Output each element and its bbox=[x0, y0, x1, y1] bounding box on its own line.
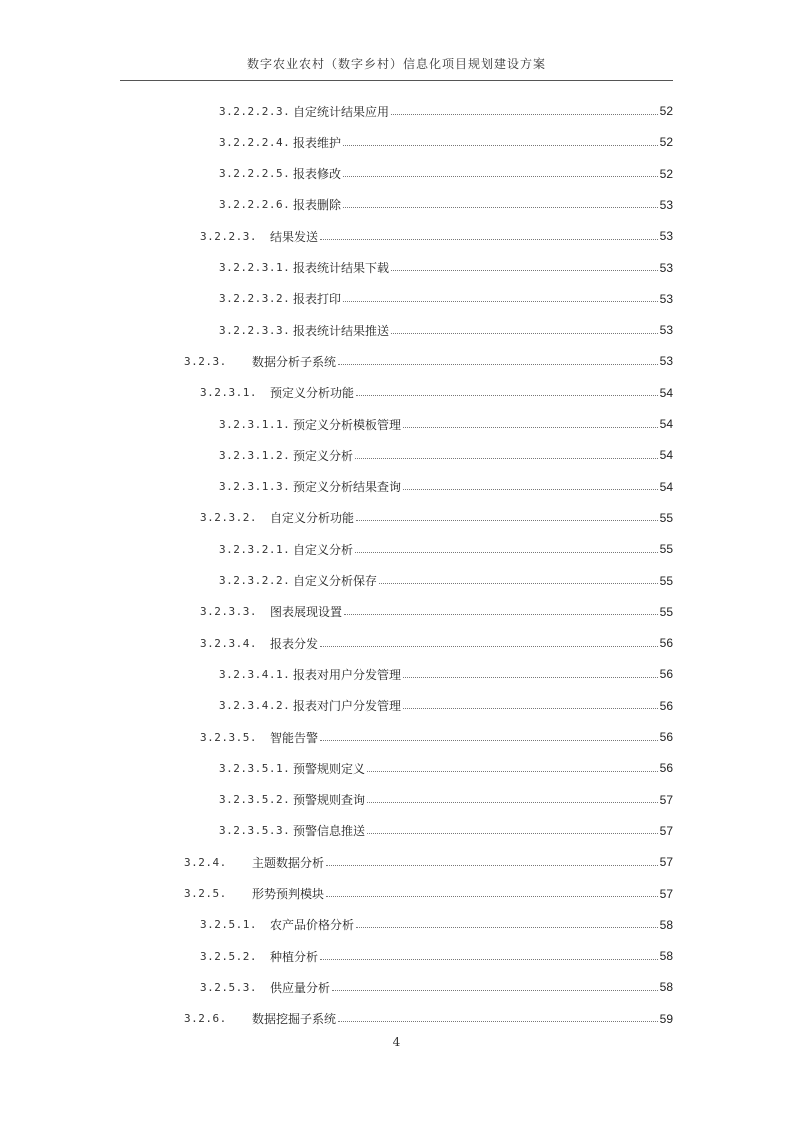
toc-entry[interactable] bbox=[219, 690, 673, 722]
toc-leader-dots bbox=[356, 395, 658, 396]
toc-leader-dots bbox=[326, 896, 658, 897]
toc-leader-dots bbox=[343, 301, 658, 302]
toc-entry[interactable] bbox=[200, 377, 673, 409]
toc-entry-page: 56 bbox=[659, 730, 673, 744]
toc-leader-dots bbox=[403, 677, 658, 678]
toc-entry[interactable] bbox=[200, 721, 673, 753]
toc-entry-title: 数据挖掘子系统 bbox=[252, 1012, 337, 1027]
toc-entry[interactable] bbox=[219, 158, 673, 190]
toc-leader-dots bbox=[326, 865, 658, 866]
toc-entry-number: 3.2.3.1.3. bbox=[219, 480, 291, 494]
toc-entry-page: 57 bbox=[659, 855, 673, 870]
toc-entry-number: 3.2.3.4.1. bbox=[219, 667, 291, 681]
toc-entry-number: 3.2.2.3.3. bbox=[219, 323, 291, 337]
toc-entry-title: 报表打印 bbox=[293, 292, 342, 307]
toc-entry[interactable] bbox=[219, 408, 673, 440]
toc-entry-page: 58 bbox=[659, 949, 673, 964]
toc-entry-page: 54 bbox=[659, 417, 673, 431]
toc-entry[interactable] bbox=[200, 596, 673, 628]
toc-entry-number: 3.2.2.3.2. bbox=[219, 292, 291, 306]
toc-leader-dots bbox=[391, 333, 658, 334]
toc-entry-page: 53 bbox=[659, 197, 673, 212]
toc-entry-title: 图表展现设置 bbox=[270, 605, 343, 620]
toc-entry-page: 52 bbox=[659, 104, 673, 118]
toc-entry-title: 预定义分析结果查询 bbox=[293, 480, 402, 495]
toc-entry[interactable] bbox=[219, 439, 673, 471]
toc-entry[interactable] bbox=[200, 909, 673, 941]
toc-entry-number: 3.2.3.2.2. bbox=[219, 574, 291, 587]
toc-entry-number: 3.2.2.3. bbox=[200, 229, 257, 243]
toc-leader-dots bbox=[332, 990, 658, 991]
toc-entry-title: 主题数据分析 bbox=[252, 855, 325, 870]
toc-entry-number: 3.2.5.3. bbox=[200, 980, 257, 994]
toc-entry-number: 3.2.5.1. bbox=[200, 918, 257, 932]
toc-entry-page: 55 bbox=[659, 542, 673, 557]
toc-entry-title: 报表对用户分发管理 bbox=[293, 667, 402, 682]
toc-entry[interactable] bbox=[219, 565, 673, 597]
toc-entry[interactable] bbox=[200, 971, 673, 1003]
toc-entry-number: 3.2.5. bbox=[184, 887, 227, 900]
toc-entry-title: 报表统计结果下载 bbox=[293, 261, 390, 275]
toc-entry-number: 3.2.3.1.2. bbox=[219, 448, 291, 462]
toc-leader-dots bbox=[320, 239, 658, 240]
toc-leader-dots bbox=[356, 927, 658, 928]
toc-leader-dots bbox=[320, 646, 658, 647]
toc-leader-dots bbox=[403, 427, 658, 428]
toc-entry-number: 3.2.2.2.6. bbox=[219, 198, 291, 212]
toc-leader-dots bbox=[379, 583, 658, 584]
toc-entry-title: 预定义分析 bbox=[293, 448, 354, 463]
toc-entry-title: 报表对门户分发管理 bbox=[293, 699, 402, 714]
toc-entry-number: 3.2.3.3. bbox=[200, 605, 257, 619]
toc-entry-page: 55 bbox=[659, 573, 673, 588]
header-divider bbox=[120, 80, 673, 81]
toc-entry-number: 3.2.2.3.1. bbox=[219, 261, 291, 274]
toc-entry-number: 3.2.3.5.2. bbox=[219, 793, 291, 807]
toc-entry-page: 52 bbox=[659, 166, 673, 181]
toc-entry[interactable] bbox=[184, 1003, 673, 1035]
toc-entry-page: 53 bbox=[659, 229, 673, 244]
toc-entry-page: 53 bbox=[659, 260, 673, 275]
toc-entry-title: 报表维护 bbox=[293, 135, 342, 150]
toc-entry[interactable] bbox=[219, 815, 673, 847]
toc-entry[interactable] bbox=[200, 502, 673, 534]
toc-entry-number: 3.2.3.2.1. bbox=[219, 542, 291, 556]
toc-entry-page: 56 bbox=[659, 636, 673, 651]
toc-entry-page: 58 bbox=[659, 980, 673, 995]
toc-leader-dots bbox=[338, 1021, 658, 1022]
toc-entry-page: 56 bbox=[659, 667, 673, 682]
toc-entry-title: 预警信息推送 bbox=[293, 824, 366, 839]
toc-leader-dots bbox=[367, 771, 658, 772]
toc-entry[interactable] bbox=[200, 940, 673, 972]
toc-entry-page: 55 bbox=[659, 604, 673, 619]
toc-entry-page: 52 bbox=[659, 135, 673, 150]
toc-leader-dots bbox=[355, 552, 658, 553]
toc-leader-dots bbox=[355, 458, 658, 459]
toc-entry-page: 54 bbox=[659, 385, 673, 400]
toc-entry[interactable] bbox=[219, 658, 673, 690]
toc-entry-title: 预警规则定义 bbox=[293, 761, 366, 776]
toc-entry-page: 58 bbox=[659, 917, 673, 932]
toc-entry-title: 自定统计结果应用 bbox=[293, 104, 390, 119]
toc-leader-dots bbox=[403, 489, 658, 490]
toc-entry-number: 3.2.2.2.3. bbox=[219, 104, 291, 118]
toc-entry-number: 3.2.3.5.1. bbox=[219, 761, 291, 775]
toc-entry-title: 智能告警 bbox=[270, 730, 319, 745]
toc-entry-page: 53 bbox=[659, 323, 673, 338]
toc-leader-dots bbox=[338, 364, 658, 365]
toc-leader-dots bbox=[367, 833, 658, 834]
toc-entry-number: 3.2.3.5. bbox=[200, 730, 257, 744]
toc-entry-title: 种植分析 bbox=[270, 949, 319, 964]
toc-entry-title: 报表统计结果推送 bbox=[293, 323, 390, 338]
toc-entry[interactable] bbox=[219, 283, 673, 315]
toc-entry-title: 农产品价格分析 bbox=[270, 918, 355, 933]
toc-entry-page: 54 bbox=[659, 448, 673, 463]
toc-entry-title: 自定义分析功能 bbox=[270, 511, 355, 526]
page-number: 4 bbox=[392, 1035, 401, 1049]
toc-entry-number: 3.2.6. bbox=[184, 1012, 227, 1026]
toc-entry-number: 3.2.3.1. bbox=[200, 386, 257, 400]
toc-entry-title: 结果发送 bbox=[270, 229, 319, 244]
toc-entry-title: 自定义分析保存 bbox=[293, 574, 378, 588]
toc-entry-title: 形势预判模块 bbox=[252, 887, 325, 901]
toc-entry-number: 3.2.3.4.2. bbox=[219, 699, 291, 713]
toc-leader-dots bbox=[343, 207, 658, 208]
toc-entry-page: 57 bbox=[659, 886, 673, 901]
toc-entry-number: 3.2.3.1.1. bbox=[219, 417, 291, 431]
toc-entry[interactable] bbox=[219, 95, 673, 127]
toc-entry[interactable] bbox=[184, 846, 673, 878]
toc-leader-dots bbox=[343, 176, 658, 177]
toc-entry-number: 3.2.3.2. bbox=[200, 511, 257, 525]
toc-entry-page: 56 bbox=[659, 698, 673, 713]
toc-entry[interactable] bbox=[184, 345, 673, 377]
toc-entry-title: 数据分析子系统 bbox=[252, 354, 337, 369]
toc-entry-title: 供应量分析 bbox=[270, 980, 331, 995]
toc-entry-title: 预定义分析模板管理 bbox=[293, 417, 402, 432]
toc-entry[interactable] bbox=[219, 533, 673, 565]
toc-entry[interactable] bbox=[219, 784, 673, 816]
toc-entry-page: 53 bbox=[659, 354, 673, 369]
toc-entry-number: 3.2.3. bbox=[184, 354, 227, 368]
toc-entry-title: 预警规则查询 bbox=[293, 793, 366, 808]
toc-leader-dots bbox=[391, 270, 658, 271]
toc-leader-dots bbox=[403, 708, 658, 709]
toc-entry-number: 3.2.4. bbox=[184, 855, 227, 869]
toc-entry-number: 3.2.3.5.3. bbox=[219, 824, 291, 838]
toc-entry-number: 3.2.2.2.5. bbox=[219, 167, 291, 181]
toc-entry[interactable] bbox=[219, 189, 673, 221]
toc-entry-title: 报表修改 bbox=[293, 167, 342, 182]
toc-entry-title: 预定义分析功能 bbox=[270, 386, 355, 401]
toc-entry[interactable] bbox=[219, 252, 673, 284]
toc-entry-page: 57 bbox=[659, 823, 673, 838]
toc-leader-dots bbox=[320, 740, 658, 741]
toc-entry-title: 自定义分析 bbox=[293, 542, 354, 557]
toc-entry-page: 54 bbox=[659, 479, 673, 494]
toc-entry-title: 报表删除 bbox=[293, 198, 342, 213]
toc-leader-dots bbox=[320, 959, 658, 960]
toc-entry[interactable] bbox=[200, 220, 673, 252]
toc-entry[interactable] bbox=[219, 126, 673, 158]
toc-entry-number: 3.2.2.2.4. bbox=[219, 135, 291, 149]
toc-leader-dots bbox=[343, 145, 658, 146]
toc-leader-dots bbox=[356, 520, 658, 521]
toc-leader-dots bbox=[367, 802, 658, 803]
toc-entry[interactable] bbox=[219, 314, 673, 346]
toc-entry-number: 3.2.5.2. bbox=[200, 949, 257, 963]
toc-entry[interactable] bbox=[200, 627, 673, 659]
toc-entry-page: 53 bbox=[659, 291, 673, 306]
running-header: 数字农业农村（数字乡村）信息化项目规划建设方案 bbox=[246, 57, 546, 71]
toc-entry-page: 56 bbox=[659, 761, 673, 776]
toc-entry[interactable] bbox=[184, 878, 673, 910]
toc-entry-number: 3.2.3.4. bbox=[200, 636, 257, 650]
toc-entry[interactable] bbox=[219, 471, 673, 503]
toc-entry-page: 55 bbox=[659, 510, 673, 525]
toc-entry-title: 报表分发 bbox=[270, 636, 319, 651]
toc-entry-page: 57 bbox=[659, 792, 673, 807]
toc-leader-dots bbox=[344, 614, 658, 615]
toc-entry-page: 59 bbox=[659, 1011, 673, 1026]
toc-leader-dots bbox=[391, 114, 658, 115]
toc-entry[interactable] bbox=[219, 752, 673, 784]
